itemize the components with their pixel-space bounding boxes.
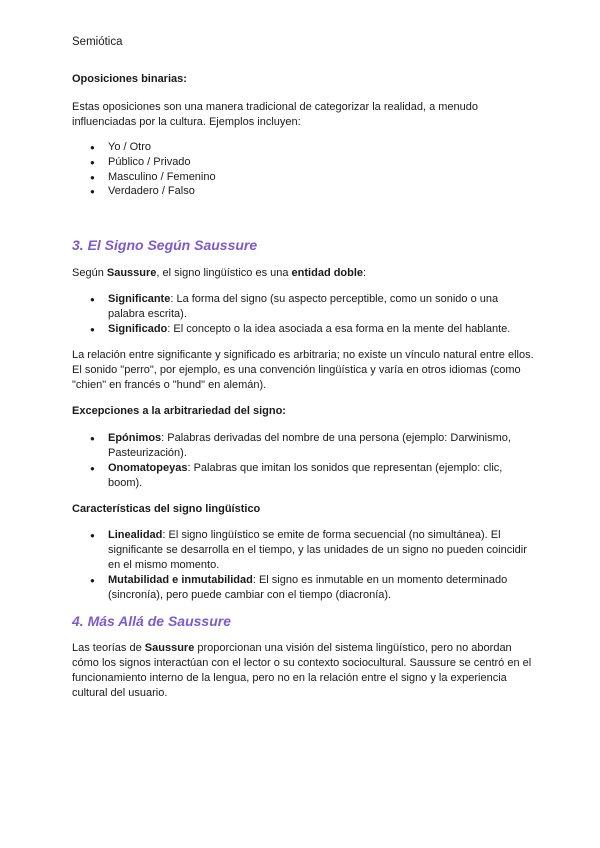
list-item: ● Onomatopeyas: Palabras que imitan los sonidos que representan (ejemplo: clic, boom). [72, 461, 534, 491]
list-item: ● Epónimos: Palabras derivadas del nombre de una persona (ejemplo: Darwinismo, Pasteurización). [72, 431, 534, 461]
sign-definitions-list [72, 292, 534, 337]
list-item: ● Público / Privado [72, 155, 534, 170]
list-item: ● Masculino / Femenino [72, 170, 534, 185]
list-item: ● Yo / Otro [72, 140, 534, 155]
binary-oppositions-heading: Oposiciones binarias: [72, 73, 187, 85]
list-item: ● Mutabilidad e inmutabilidad: El signo es inmutable en un momento determinado (sincronía), pero puede cambiar con el tiempo (diacronía). [72, 573, 534, 603]
section-4-paragraph: Las teorías de Saussure proporcionan una visión del sistema lingüístico, pero no abordan cómo los signos interactúan con el lector o su contexto sociocultural. Saussure se centró en el funcionamiento interno de la lengua, pero no en la relación entre el signo y la experiencia cultural del usuario. [72, 642, 532, 699]
binary-list [72, 140, 534, 199]
list-item: ● Verdadero / Falso [72, 184, 534, 199]
binary-intro: Estas oposiciones son una manera tradicional de categorizar la realidad, a menudo influenciadas por la cultura. Ejemplos incluyen: [72, 101, 479, 128]
running-header: Semiótica [72, 36, 123, 48]
list-item: ● Significado: El concepto o la idea asociada a esa forma en la mente del hablante. [72, 322, 534, 337]
features-list [72, 528, 534, 603]
section-3-intro: Según Saussure, el signo lingüístico es una entidad doble: [72, 267, 367, 279]
features-heading: Características del signo lingüístico [72, 503, 261, 515]
list-item: ● Significante: La forma del signo (su aspecto perceptible, como un sonido o una palabra escrita). [72, 292, 534, 322]
section-4-title: 4. Más Allá de Saussure [72, 613, 231, 629]
arbitrariness-paragraph: La relación entre significante y significado es arbitraria; no existe un vínculo natural entre ellos. El sonido "perro", por ejemplo, es una convención lingüística y varía en otros idiomas (como "chien" en francés o "hund" en alemán). [72, 349, 534, 391]
section-3-title: 3. El Signo Según Saussure [72, 237, 258, 253]
exceptions-list [72, 431, 534, 491]
exceptions-heading: Excepciones a la arbitrariedad del signo: [72, 405, 286, 417]
list-item: ● Linealidad: El signo lingüístico se emite de forma secuencial (no simultánea). El significante se desarrolla en el tiempo, y las unidades de un signo no pueden coincidir en el mismo momento. [72, 528, 534, 573]
